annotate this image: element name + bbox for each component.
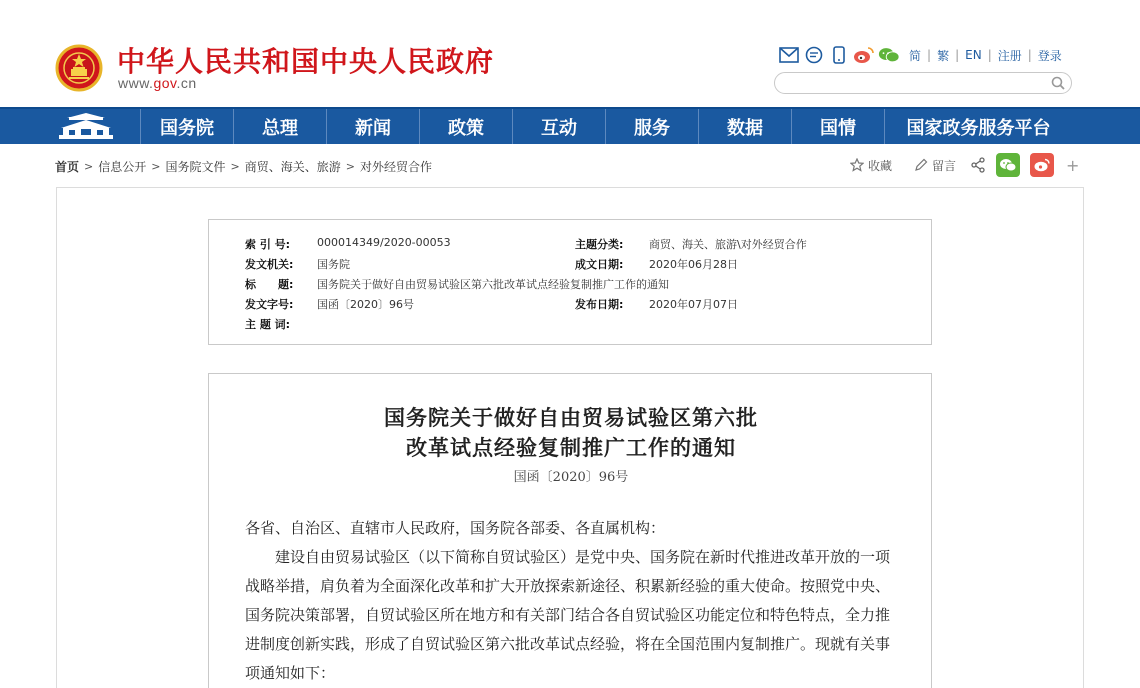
pencil-icon [914,158,928,172]
meta-title [245,276,669,292]
separator: | [987,48,992,62]
breadcrumb-separator: > [345,160,355,173]
share-weibo-button[interactable] [1030,153,1054,177]
meta-publish-date [575,296,738,312]
wechat-icon [999,158,1017,172]
share-icon [970,157,986,173]
breadcrumb-separator: > [230,160,240,173]
meta-keywords [245,316,317,332]
search-input[interactable] [774,72,1072,94]
separator: | [1027,48,1032,62]
url-prefix: www. [118,75,154,91]
meta-value: 国函〔2020〕96号 [317,298,414,311]
site-url [118,75,197,91]
register-link[interactable]: 注册 [997,48,1022,63]
favorite-label: 收藏 [868,158,893,173]
header-tools [778,44,1062,66]
language-login-links [909,47,1062,64]
document-metadata [208,219,932,345]
document-text [245,514,899,688]
document-body [208,373,932,688]
share-wechat-button[interactable] [996,153,1020,177]
favorite-button[interactable] [850,157,892,174]
chat-bubble-icon[interactable] [803,45,825,65]
page-actions [850,153,1079,177]
nav-item-state-council[interactable]: 国务院 [140,109,233,144]
nav-item-news[interactable]: 新闻 [326,109,419,144]
meta-value: 国务院 [317,258,350,271]
meta-index-no [245,236,451,252]
weibo-icon[interactable] [853,45,875,65]
meta-value: 国务院关于做好自由贸易试验区第六批改革试点经验复制推广工作的通知 [317,278,669,291]
meta-value: 000014349/2020-00053 [317,236,451,249]
site-name[interactable]: 中华人民共和国中央人民政府 [117,45,495,78]
meta-label: 标 题: [245,278,294,291]
star-icon [850,158,864,172]
separator: | [927,48,932,62]
traditional-link[interactable]: 繁 [937,48,950,63]
nav-item-interaction[interactable]: 互动 [512,109,605,144]
meta-label: 主 题 词: [245,318,291,331]
nav-item-gov-service-platform[interactable]: 国家政务服务平台 [884,109,1072,144]
url-suffix: .cn [176,75,197,91]
salutation: 各省、自治区、直辖市人民政府，国务院各部委、各直属机构： [245,519,666,537]
comment-label: 留言 [932,158,957,173]
breadcrumb-foreign-trade[interactable]: 对外经贸合作 [359,160,432,174]
wechat-icon[interactable] [878,45,900,65]
paragraph: 建设自由贸易试验区（以下简称自贸试验区）是党中央、国务院在新时代推进改革开放的一项战略举措，肩负着为全面深化改革和扩大开放探索新途径、积累新经验的重大使命。按照党中央、国务院决策部署，自贸试验区所在地方和有关部门结合各自贸试验区功能定位和特色特点，全力推进制度创新实践，形成了自贸试验区第六批改革试点经验，将在全国范围内复制推广。现就有关事项通知如下： [245,548,891,682]
meta-topic [575,236,807,252]
meta-label: 成文日期: [575,258,624,271]
meta-label: 索 引 号: [245,238,291,251]
mail-icon[interactable] [778,45,800,65]
login-link[interactable]: 登录 [1037,48,1062,63]
search-icon[interactable] [1051,76,1065,90]
breadcrumb-home[interactable]: 首页 [55,160,80,174]
weibo-icon [1033,158,1051,172]
more-share-button[interactable] [1066,156,1079,175]
separator: | [955,48,960,62]
national-emblem-icon[interactable] [55,44,103,92]
meta-label: 发文字号: [245,298,294,311]
url-gov: gov [153,75,177,91]
meta-label: 发文机关: [245,258,294,271]
nav-items [140,109,1072,144]
share-button[interactable] [970,157,986,173]
breadcrumb-state-council-docs[interactable]: 国务院文件 [165,160,226,174]
nav-item-policy[interactable]: 政策 [419,109,512,144]
document-title-line2: 改革试点经验复制推广工作的通知 [406,435,736,460]
nav-item-premier[interactable]: 总理 [233,109,326,144]
meta-value: 2020年06月28日 [649,258,738,271]
breadcrumb-separator: > [151,160,161,173]
english-link[interactable]: EN [965,48,982,62]
main-nav [0,107,1140,144]
meta-value: 2020年07月07日 [649,298,738,311]
meta-doc-no [245,296,414,312]
breadcrumb-info-disclosure[interactable]: 信息公开 [98,160,147,174]
nav-item-data[interactable]: 数据 [698,109,791,144]
breadcrumb-trade-customs-tourism[interactable]: 商贸、海关、旅游 [244,160,341,174]
document-title-line1: 国务院关于做好自由贸易试验区第六批 [384,405,758,430]
meta-value: 商贸、海关、旅游\对外经贸合作 [649,238,807,251]
nav-item-national-info[interactable]: 国情 [791,109,884,144]
breadcrumb-separator: > [84,160,94,173]
tiananmen-icon[interactable] [55,113,117,141]
mobile-icon[interactable] [828,45,850,65]
site-header [0,0,1140,107]
meta-issuer [245,256,350,272]
simplified-link[interactable]: 简 [909,48,922,63]
meta-label: 发布日期: [575,298,624,311]
meta-written-date [575,256,738,272]
meta-label: 主题分类: [575,238,624,251]
comment-button[interactable] [914,157,956,174]
nav-item-services[interactable]: 服务 [605,109,698,144]
plus-icon: + [1066,155,1080,175]
breadcrumb [55,158,432,175]
document-number: 国函〔2020〕96号 [513,470,629,485]
